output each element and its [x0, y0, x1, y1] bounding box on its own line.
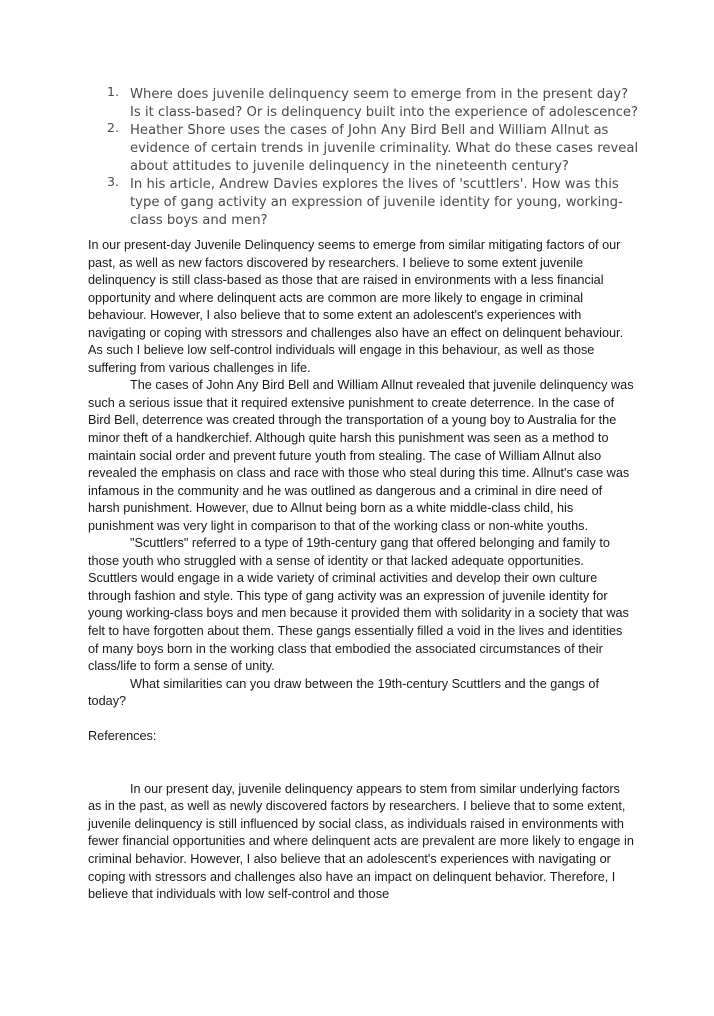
- question-text: Heather Shore uses the cases of John Any Bird Bell and William Allnut as evidence of certain trends in juvenile criminality. What do these cases reveal about attitudes to juvenile delinquency in the nineteenth century?: [130, 123, 639, 174]
- question-number: 3.: [107, 174, 119, 189]
- discussion-question: What similarities can you draw between the 19th-century Scuttlers and the gangs of today?: [88, 676, 599, 709]
- paragraph-present-day: In our present-day Juvenile Delinquency seems to emerge from similar mitigating factors of our past, as well as new factors discovered by researchers. I believe to some extent juvenile delinquency is still class-based as those that are raised in environments with a less financial opportunity and where delinquent acts are common are more likely to engage in criminal behaviour. However, I also believe that to some extent an adolescent's experiences with navigating or coping with stressors and challenges also have an effect on delinquent behaviour. As such I believe low self-control individuals will engage in this behaviour, as well as those suffering from various challenges in life.: [88, 238, 624, 375]
- question-item: [101, 122, 641, 176]
- paragraph-bell-allnut: The cases of John Any Bird Bell and William Allnut revealed that juvenile delinquency was such a serious issue that it required extensive punishment to create deterrence. In the case of Bird Bell, deterrence was created through the transportation of a young boy to Australia for the minor theft of a handkerchief. Although quite harsh this punishment was seen as a method to maintain social order and prevent future youth from stealing. The case of William Allnut also revealed the emphasis on class and race with those who steal during this time. Allnut's case was infamous in the community and he was outlined as dangerous and a criminal in dire need of harsh punishment. However, due to Allnut being born as a white middle-class child, his punishment was very light in comparison to that of the working class or non-white youths.: [88, 378, 634, 533]
- question-text: Where does juvenile delinquency seem to emerge from in the present day? Is it class-based? Or is delinquency built into the experience of adolescence?: [130, 87, 638, 120]
- question-item: [101, 86, 641, 122]
- question-item: [101, 176, 641, 230]
- question-number: 1.: [107, 84, 119, 99]
- spacer: [88, 746, 636, 781]
- question-text: In his article, Andrew Davies explores the lives of 'scuttlers'. How was this type of gang activity an expression of juvenile identity for young, working-class boys and men?: [130, 177, 623, 228]
- paragraph-rewrite: In our present day, juvenile delinquency appears to stem from similar underlying factors as in the past, as well as newly discovered factors by researchers. I believe that to some extent, juvenile delinquency is still influenced by social class, as individuals raised in environments with fewer financial opportunities and where delinquent acts are prevalent are more likely to engage in criminal behavior. However, I also believe that an adolescent's experiences with navigating or coping with stressors and challenges also have an impact on delinquent behavior. Therefore, I believe that individuals with low self-control and those: [88, 781, 634, 902]
- essay-body: [88, 237, 636, 904]
- references-heading: References:: [88, 729, 157, 744]
- spacer: [88, 711, 636, 729]
- question-list: [101, 86, 641, 230]
- question-number: 2.: [107, 120, 119, 135]
- paragraph-scuttlers: "Scuttlers" referred to a type of 19th-century gang that offered belonging and family to those youth who struggled with a sense of identity or that lacked adequate opportunities. Scuttlers would engage in a wide variety of criminal activities and develop their own culture through fashion and style. This type of gang activity was an expression of juvenile identity for young working-class boys and men because it provided them with solidarity in a society that was felt to have forgotten about them. These gangs essentially filled a void in the lives and identities of many boys born in the working class that embodied the associated circumstances of their class/life to form a sense of unity.: [88, 536, 629, 674]
